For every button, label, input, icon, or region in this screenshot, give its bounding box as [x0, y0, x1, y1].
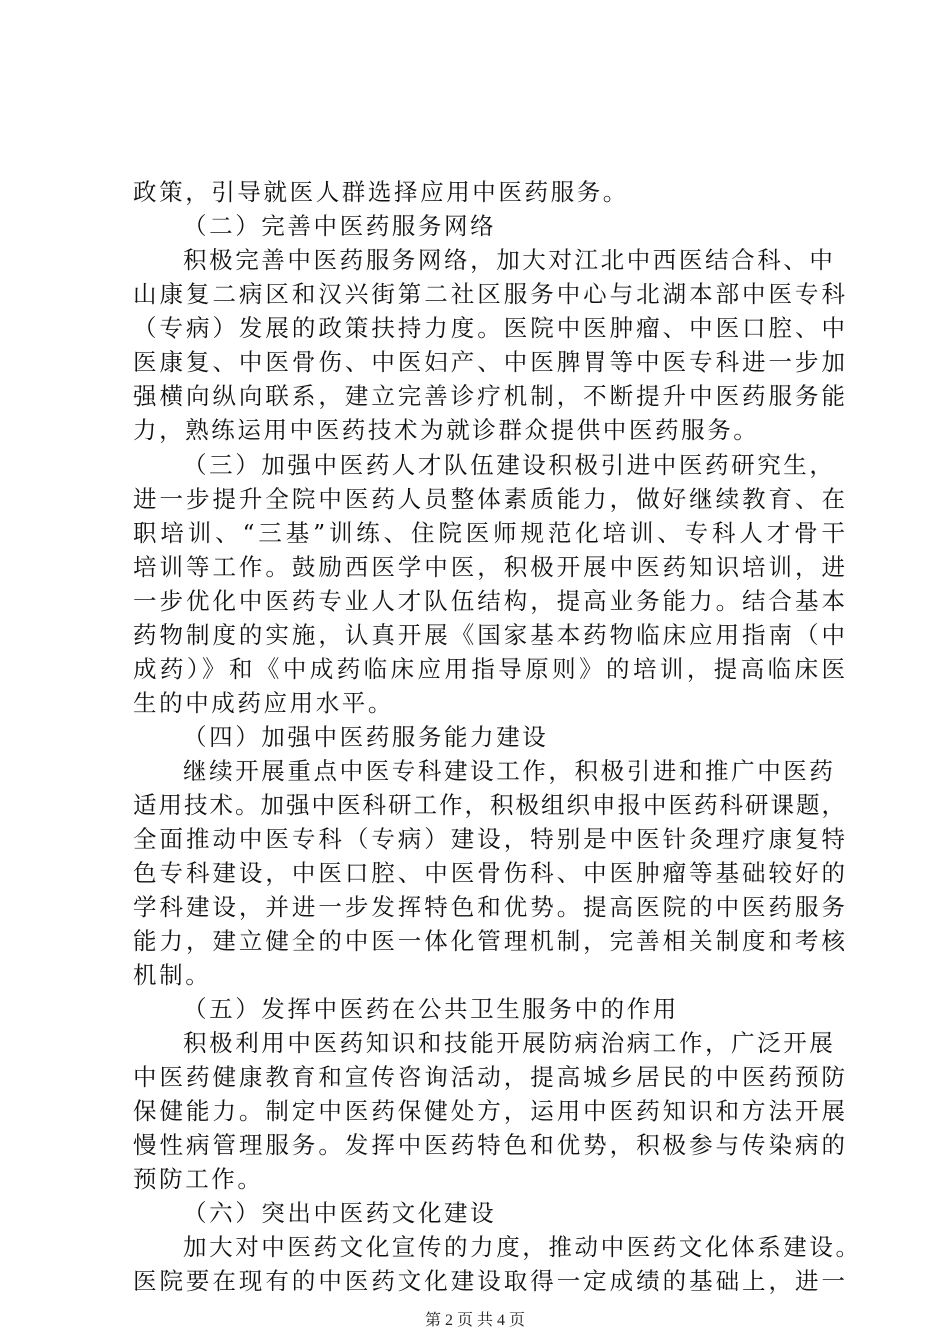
text-line: 职培训、“三基”训练、住院医师规范化培训、专科人才骨干	[133, 519, 845, 547]
text-line: 全面推动中医专科（专病）建设，特别是中医针灸理疗康复特	[133, 825, 845, 853]
text-line: 力，熟练运用中医药技术为就诊群众提供中医药服务。	[133, 416, 760, 444]
text-line: 进一步提升全院中医药人员整体素质能力，做好继续教育、在	[133, 485, 845, 513]
text-line: 学科建设，并进一步发挥特色和优势。提高医院的中医药服务	[133, 893, 845, 921]
text-line: 山康复二病区和汉兴街第二社区服务中心与北湖本部中医专科	[133, 280, 845, 308]
text-line: 培训等工作。鼓励西医学中医，积极开展中医药知识培训，进	[133, 553, 845, 581]
text-line: 一步优化中医药专业人才队伍结构，提高业务能力。结合基本	[133, 587, 845, 615]
section-heading: （六）突出中医药文化建设	[183, 1199, 497, 1227]
text-line: 生的中成药应用水平。	[133, 689, 394, 717]
text-line: 医院要在现有的中医药文化建设取得一定成绩的基础上，进一	[133, 1267, 845, 1295]
section-heading: （二）完善中医药服务网络	[183, 212, 497, 240]
text-line: 适用技术。加强中医科研工作，积极组织申报中医药科研课题，	[133, 791, 845, 819]
page-number-footer: 第 2 页 共 4 页	[424, 1312, 525, 1329]
section-heading: （五）发挥中医药在公共卫生服务中的作用	[183, 995, 679, 1023]
text-line: 中医药健康教育和宣传咨询活动，提高城乡居民的中医药预防	[133, 1063, 845, 1091]
text-line: 积极利用中医药知识和技能开展防病治病工作，广泛开展	[183, 1029, 836, 1057]
section-heading: （三）加强中医药人才队伍建设积极引进中医药研究生，	[183, 451, 836, 479]
text-line: 慢性病管理服务。发挥中医药特色和优势，积极参与传染病的	[133, 1131, 845, 1159]
text-line: 政策，引导就医人群选择应用中医药服务。	[133, 178, 629, 206]
text-line: 预防工作。	[133, 1165, 264, 1193]
text-line: 加大对中医药文化宣传的力度，推动中医药文化体系建设。	[183, 1233, 862, 1261]
text-line: 能力，建立健全的中医一体化管理机制，完善相关制度和考核	[133, 927, 845, 955]
text-line: 色专科建设，中医口腔、中医骨伤科、中医肿瘤等基础较好的	[133, 859, 845, 887]
text-line: 继续开展重点中医专科建设工作，积极引进和推广中医药	[183, 757, 836, 785]
text-line: 成药）》和《中成药临床应用指导原则》的培训，提高临床医	[133, 655, 845, 683]
text-line: 积极完善中医药服务网络，加大对江北中西医结合科、中	[183, 246, 836, 274]
text-line: 药物制度的实施，认真开展《国家基本药物临床应用指南（中	[133, 621, 845, 649]
text-line: 机制。	[133, 961, 212, 989]
section-heading: （四）加强中医药服务能力建设	[183, 723, 549, 751]
text-line: 医康复、中医骨伤、中医妇产、中医脾胃等中医专科进一步加	[133, 348, 845, 376]
text-line: （专病）发展的政策扶持力度。医院中医肿瘤、中医口腔、中	[133, 314, 845, 342]
text-line: 保健能力。制定中医药保健处方，运用中医药知识和方法开展	[133, 1097, 845, 1125]
text-line: 强横向纵向联系，建立完善诊疗机制，不断提升中医药服务能	[133, 382, 845, 410]
